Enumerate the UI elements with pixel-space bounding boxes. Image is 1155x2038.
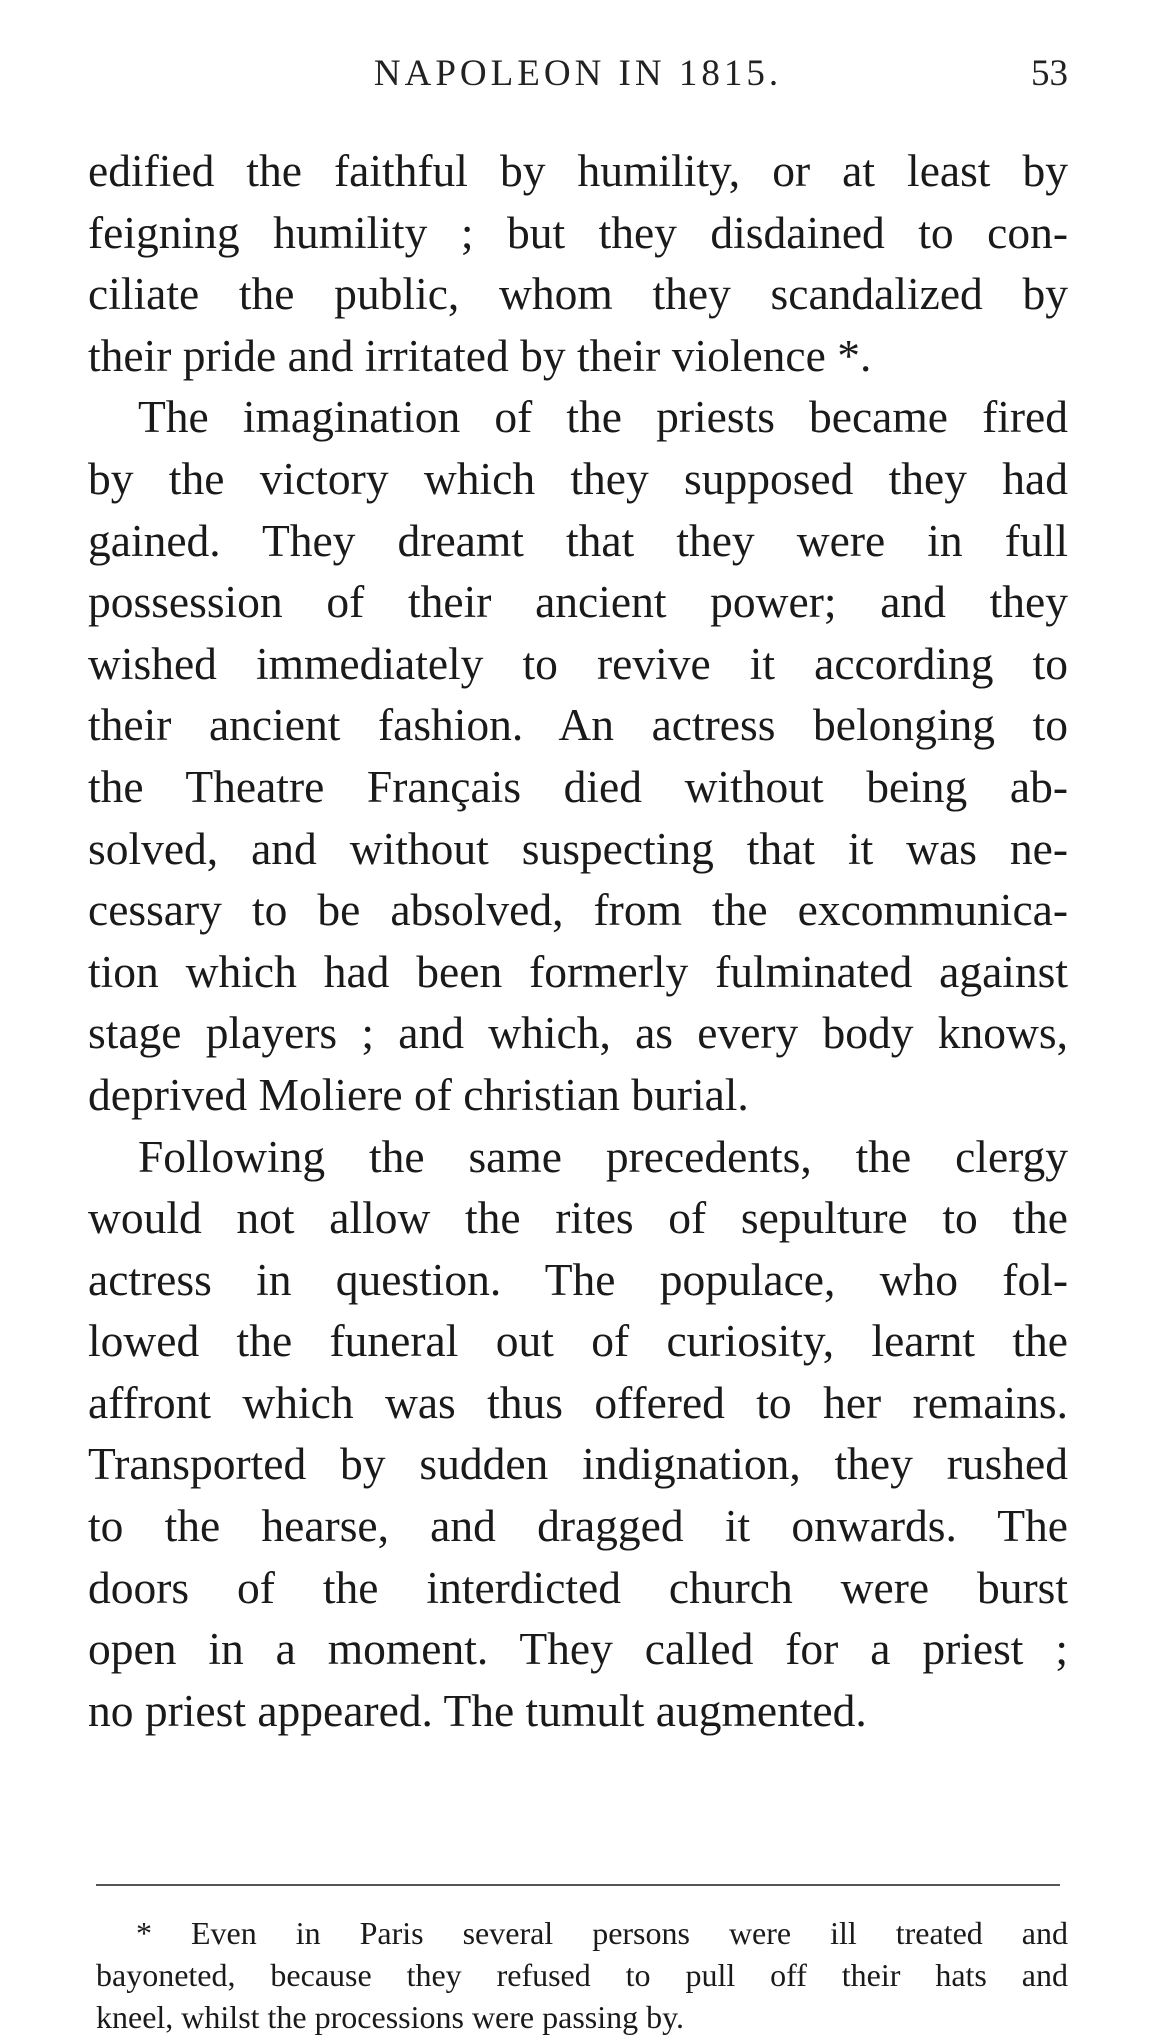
footnote-line: * Even in Paris several persons were ill treated and (136, 1915, 1068, 1951)
footnote-line: kneel, whilst the processions were passing by. (96, 1999, 685, 2035)
running-head: NAPOLEON IN 1815. (373, 53, 783, 94)
footnote-rule (96, 1884, 1060, 1886)
paragraph-3-line: affront which was thus offered to her remains. (88, 1376, 1068, 1428)
paragraph-2-line: deprived Moliere of christian burial. (88, 1068, 749, 1120)
paragraph-2-line: solved, and without suspecting that it was ne- (88, 822, 1068, 874)
page-header (88, 52, 1068, 112)
paragraph-2-line: The imagination of the priests became fired (138, 391, 1068, 443)
body-text (88, 140, 1068, 1741)
paragraph-2-line: wished immediately to revive it according to (88, 637, 1068, 689)
paragraph-1-line: ciliate the public, whom they scandalized by (88, 268, 1068, 320)
paragraph-3-line: to the hearse, and dragged it onwards. The (88, 1500, 1068, 1552)
paragraph-3-line: open in a moment. They called for a priest ; (88, 1623, 1068, 1675)
footnote-line: bayoneted, because they refused to pull off their hats and (96, 1957, 1068, 1993)
paragraph-3-line: no priest appeared. The tumult augmented. (88, 1684, 867, 1736)
paragraph-2-line: stage players ; and which, as every body knows, (88, 1007, 1068, 1059)
paragraph-3-line: actress in question. The populace, who fol- (88, 1253, 1068, 1305)
paragraph-3-line: doors of the interdicted church were burst (88, 1561, 1068, 1613)
paragraph-1-line: their pride and irritated by their violence *. (88, 329, 872, 381)
paragraph-2-line: their ancient fashion. An actress belonging to (88, 699, 1068, 751)
page-number: 53 (1031, 53, 1068, 94)
paragraph-3-line: lowed the funeral out of curiosity, learnt the (88, 1315, 1068, 1367)
paragraphs (88, 140, 1068, 1741)
paragraph-3-line: Transported by sudden indignation, they rushed (88, 1438, 1068, 1490)
paragraph-2-line: tion which had been formerly fulminated against (88, 945, 1068, 997)
paragraph-3-line: would not allow the rites of sepulture to the (88, 1192, 1068, 1244)
paragraph-2-line: possession of their ancient power; and they (88, 576, 1068, 628)
paragraph-1-line: edified the faithful by humility, or at least by (88, 145, 1068, 196)
footnote (96, 1912, 1068, 2038)
paragraph-2-line: gained. They dreamt that they were in full (88, 514, 1068, 566)
paragraph-1-line: feigning humility ; but they disdained to con- (88, 206, 1068, 258)
paragraph-2-line: cessary to be absolved, from the excommunica- (88, 884, 1068, 936)
paragraph-2-line: the Theatre Français died without being ab- (88, 760, 1068, 812)
paragraph-3-line: Following the same precedents, the clergy (138, 1130, 1068, 1182)
paragraph-2-line: by the victory which they supposed they had (88, 452, 1068, 504)
